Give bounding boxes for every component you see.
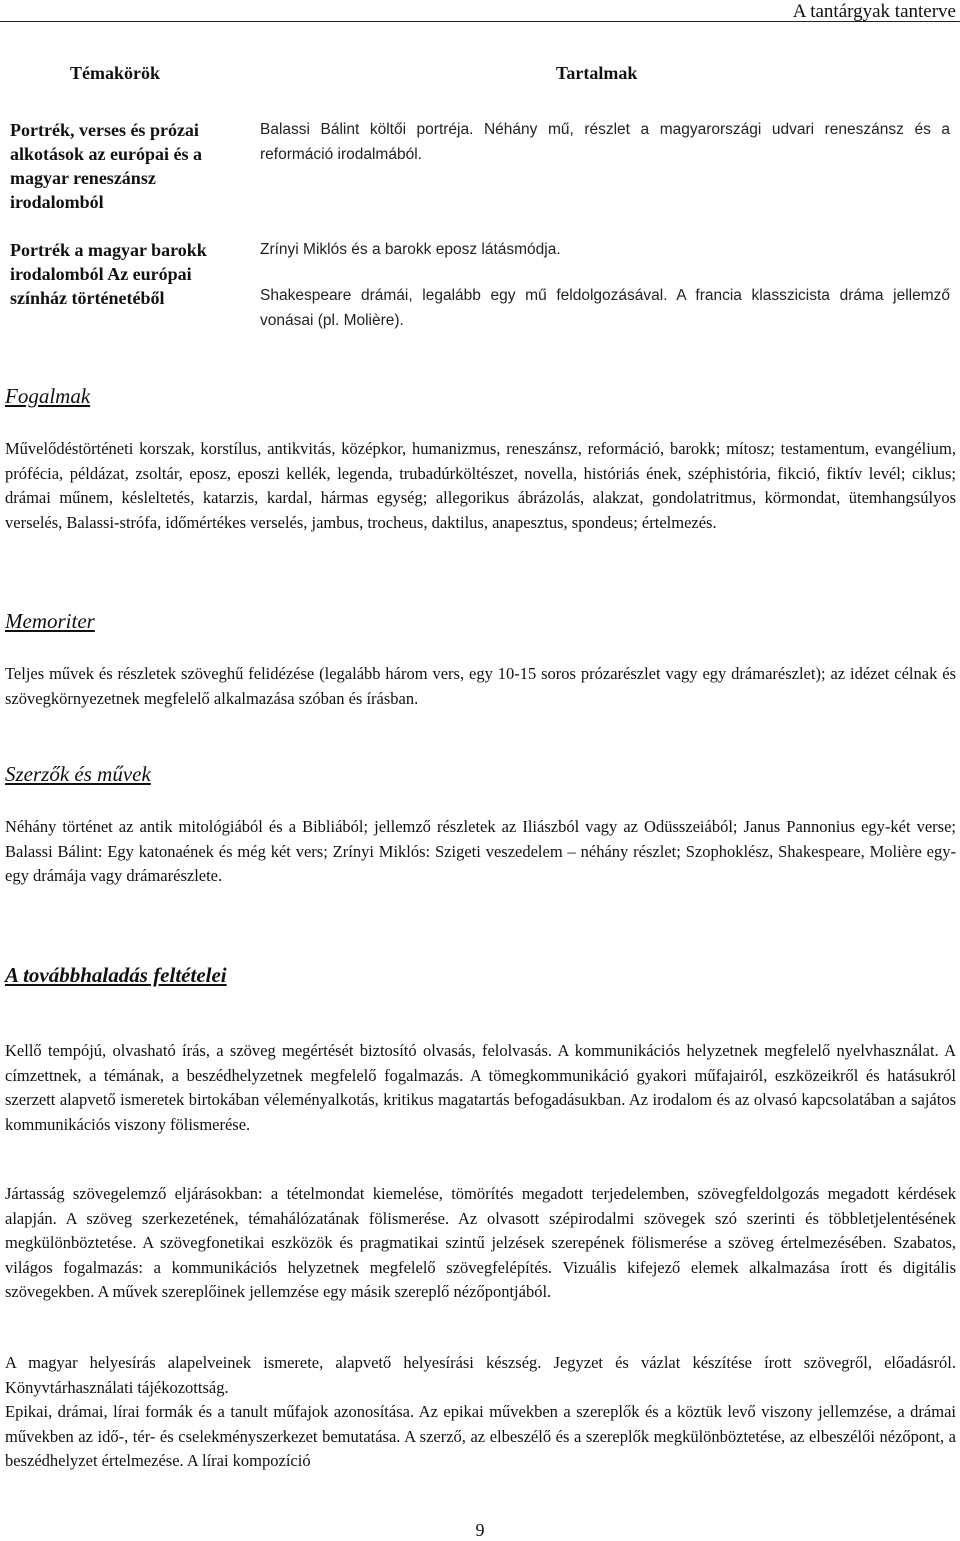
page-number: 9	[475, 1520, 485, 1540]
tovabbhaladas-paragraph-4: Epikai, drámai, lírai formák és a tanult műfajok azonosítása. Az epikai művekben a szereplők és a köztük levő viszony jellemzése, a drámai művekben az idő-, tér- és cselekményszerkezet bemutatása. A szerző, az elbeszélő és a szereplők megkülönböztetése, az elbeszélői nézőpont, a beszédhelyzet értelmezése. A lírai kompozíció	[5, 1402, 956, 1471]
column-header-contents: Tartalmak	[556, 63, 638, 83]
tovabbhaladas-paragraph-3: A magyar helyesírás alapelveinek ismerete, alapvető helyesírási készség. Jegyzet és vázlat készítése írott szövegről, előadásról. Könyvtárhasználati tájékozottság.	[5, 1353, 956, 1397]
szerzok-text: Néhány történet az antik mitológiából és a Bibliából; jellemző részletek az Iliászból vagy az Odüsszeiából; Janus Pannonius egy-két verse; Balassi Bálint: Egy katonaének és még két vers; Zrínyi Miklós: Szigeti veszedelem – néhány részlet; Szophoklész, Shakespeare, Molière egy-egy drámája vagy drámarészlete.	[5, 817, 956, 886]
header-title: A tantárgyak tanterve	[792, 1, 956, 22]
section-heading-fogalmak: Fogalmak	[5, 384, 91, 408]
section-heading-szerzok: Szerzők és művek	[5, 762, 151, 786]
content-cell: Zrínyi Miklós és a barokk eposz látásmódja.	[260, 241, 561, 258]
tovabbhaladas-paragraph-1: Kellő tempójú, olvasható írás, a szöveg megértését biztosító olvasás, felolvasás. A kommunikációs helyzetnek megfelelő nyelvhasználat. A címzettnek, a témának, a beszédhelyzetnek megfelelő fogalmazás. A tömegkommunikáció gyakori műfajairól, eszközeikről és hatásukról szerzett alapvető ismeretek birtokában véleményalkotás, kritikus magatartás befogadásukban. Az irodalom és az olvasó kapcsolatában a sajátos kommunikációs viszony fölismerése.	[5, 1041, 956, 1134]
tovabbhaladas-paragraph-2: Jártasság szövegelemző eljárásokban: a tételmondat kiemelése, tömörítés megadott terjedelemben, szövegfeldolgozás megadott kérdések alapján. A szöveg szerkezetének, témahálózatának fölismerése. Az olvasott szépirodalmi szövegek szó szerinti és többletjelentésének megkülönböztetése. A szövegfonetikai eszközök és pragmatikai szintű jelzések szerepének fölismerése a szöveg értelmezésében. Szabatos, világos fogalmazás: a kommunikációs helyzetnek megfelelő szövegfelépítés. Vizuális kifejező elemek alkalmazása írott és digitális szövegekben. A művek szereplőinek jellemzése egy másik szereplő nézőpontjából.	[5, 1184, 956, 1302]
column-header-topics: Témakörök	[70, 63, 160, 83]
section-heading-memoriter: Memoriter	[5, 609, 95, 633]
topic-cell: Portrék a magyar barokk irodalomból Az európai színház történetéből	[10, 240, 207, 308]
memoriter-text: Teljes művek és részletek szöveghű felidézése (legalább három vers, egy 10-15 soros prózarészlet vagy egy drámarészlet); az idézet célnak és szövegkörnyezetnek megfelelő alkalmazása szóban és írásban.	[5, 664, 956, 708]
content-cell: Balassi Bálint költői portréja. Néhány mű, részlet a magyarországi udvari reneszánsz és a reformáció irodalmából.	[260, 121, 950, 163]
header-rule	[0, 21, 960, 22]
section-heading-tovabbhaladas: A továbbhaladás feltételei	[5, 963, 227, 987]
fogalmak-text: Művelődéstörténeti korszak, korstílus, antikvitás, középkor, humanizmus, reneszánsz, reformáció, barokk; mítosz; testamentum, evangélium, prófécia, példázat, zsoltár, eposz, eposzi kellék, legenda, trubadúrköltészet, novella, históriás ének, széphistória, fikció, fiktív levél; ciklus; drámai műnem, késleltetés, katarzis, kardal, hármas egység; allegorikus ábrázolás, alakzat, gondolatritmus, körmondat, ütemhangsúlyos verselés, Balassi-strófa, időmértékes verselés, jambus, trocheus, daktilus, anapesztus, spondeus; értelmezés.	[5, 439, 956, 532]
topic-cell: Portrék, verses és prózai alkotások az európai és a magyar reneszánsz irodalomból	[10, 120, 203, 212]
content-cell: Shakespeare drámái, legalább egy mű feldolgozásával. A francia klasszicista dráma jellemző vonásai (pl. Molière).	[260, 287, 950, 329]
